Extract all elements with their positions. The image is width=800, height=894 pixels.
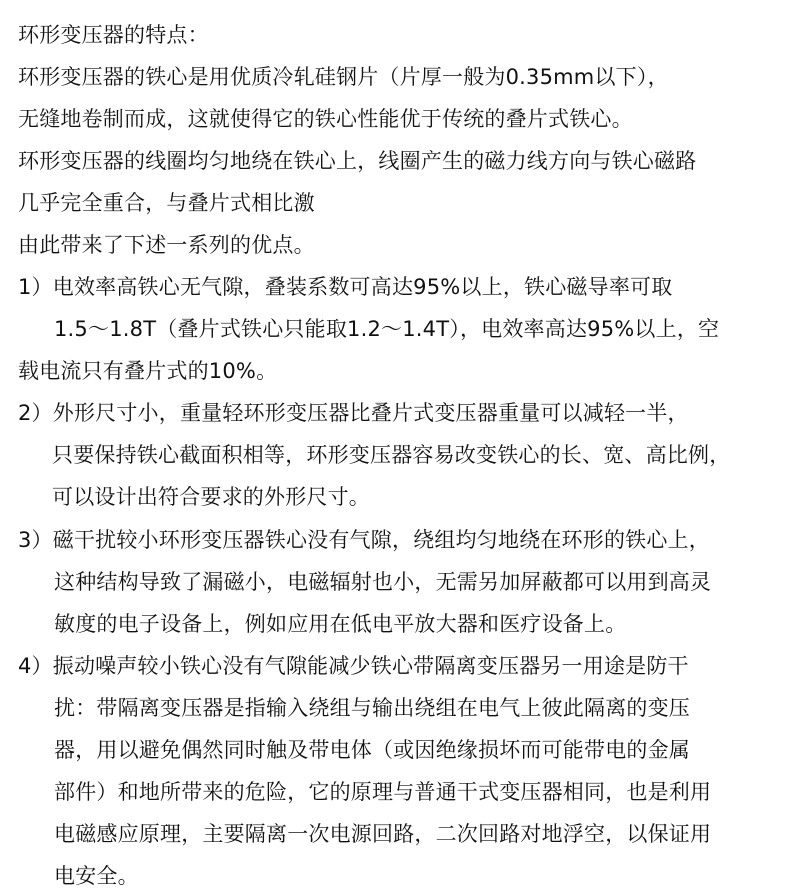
- point-4-line: 扰：带隔离变压器是指输入绕组与输出绕组在电气上彼此隔离的变压: [54, 696, 690, 720]
- point-3-line: 敏度的电子设备上，例如应用在低电平放大器和医疗设备上。: [54, 612, 627, 636]
- point-1-line: 载电流只有叠片式的10%。: [18, 359, 278, 383]
- point-4-line: 4）振动噪声较小铁心没有气隙能减少铁心带隔离变压器另一用途是防干: [18, 654, 689, 678]
- point-4-line: 电安全。: [54, 864, 139, 888]
- intro-line: 无缝地卷制而成，这就使得它的铁心性能优于传统的叠片式铁心。: [18, 107, 633, 131]
- point-1-line: 1.5～1.8T（叠片式铁心只能取1.2～1.4T），电效率高达95%以上，空: [54, 317, 720, 341]
- point-2-line: 可以设计出符合要求的外形尺寸。: [52, 485, 370, 509]
- document-heading: 环形变压器的特点：: [18, 23, 209, 47]
- point-4-line: 电磁感应原理，主要隔离一次电源回路，二次回路对地浮空，以保证用: [54, 822, 712, 846]
- intro-line: 几乎完全重合，与叠片式相比激: [18, 191, 315, 215]
- point-1-line: 1）电效率高铁心无气隙，叠装系数可高达95%以上，铁心磁导率可取: [18, 275, 673, 299]
- intro-line: 由此带来了下述一系列的优点。: [18, 233, 315, 257]
- point-4-line: 部件）和地所带来的危险，它的原理与普通干式变压器相同，也是利用: [54, 780, 712, 804]
- point-2-line: 2）外形尺寸小，重量轻环形变压器比叠片式变压器重量可以减轻一半，: [18, 401, 689, 425]
- point-4-line: 器，用以避免偶然同时触及带电体（或因绝缘损坏而可能带电的金属: [54, 738, 690, 762]
- intro-line: 环形变压器的线圈均匀地绕在铁心上，线圈产生的磁力线方向与铁心磁路: [18, 149, 697, 173]
- point-3-line: 这种结构导致了漏磁小，电磁辐射也小，无需另加屏蔽都可以用到高灵: [54, 570, 712, 594]
- point-2-line: 只要保持铁心截面积相等，环形变压器容易改变铁心的长、宽、高比例，: [52, 443, 731, 467]
- intro-line: 环形变压器的铁心是用优质冷轧硅钢片（片厚一般为0.35mm以下），: [18, 65, 669, 89]
- point-3-line: 3）磁干扰较小环形变压器铁心没有气隙，绕组均匀地绕在环形的铁心上，: [18, 528, 710, 552]
